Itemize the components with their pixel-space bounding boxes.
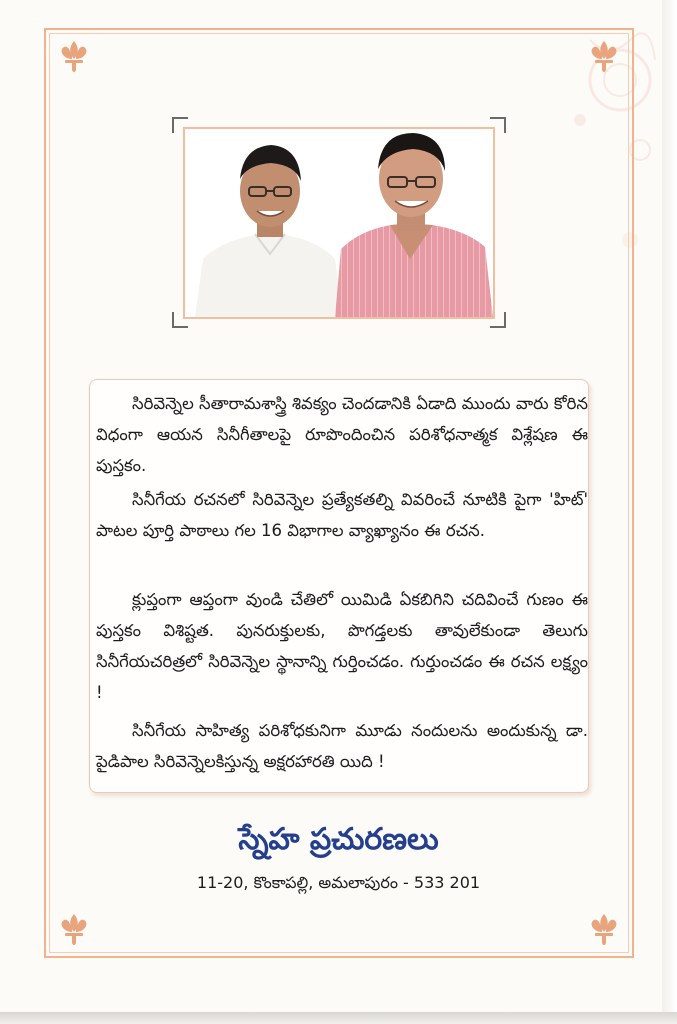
fleur-de-lis-icon <box>584 910 624 950</box>
fleur-de-lis-icon <box>584 37 624 77</box>
description-paragraph: సినీగేయ సాహిత్య పరిశోధకునిగా మూడు నందులను అందుకున్న డా. పైడిపాల సిరివెన్నెలకిస్తున్న అక్షరహారతి యిది ! <box>96 721 588 771</box>
page-edge-right <box>662 0 677 1024</box>
fleur-de-lis-icon <box>54 37 94 77</box>
publisher-address: 11-20, కొంకాపల్లి, అమలాపురం - 533 201 <box>196 873 481 892</box>
description-paragraph: సిరివెన్నెల సీతారామశాస్త్రి శివక్యం చెందడానికి ఏడాది ముందు వారు కోరిన విధంగా ఆయన సినీగీతాలపై రూపొందించిన పరిశోధనాత్మక విశ్లేషణ ఈ పుస్తకం. <box>96 394 588 475</box>
description-paragraph: క్లుప్తంగా ఆప్తంగా వుండి చేతిలో యిమిడి ఏకబిగిని చదివించే గుణం ఈ పుస్తకం విశిష్టత. పునరుక్తులకు, పొగడ్తలకు తావులేకుండా తెలుగు సినీగేయచరిత్రలో సిరివెన్నెల స్థానాన్ని గుర్తించడం. గుర్తుంచడం ఈ రచన లక్ష్యం ! <box>96 590 588 702</box>
description-paragraph: సినీగేయ రచనలో సిరివెన్నెల ప్రత్యేకతల్ని వివరించే నూటికి పైగా 'హిట్' పాటల పూర్తి పాఠాలు గల 16 విభాగాల వ్యాఖ్యానం ఈ రచన. <box>96 490 588 540</box>
page-edge-bottom <box>0 1012 677 1024</box>
author-portrait-photo <box>183 127 495 319</box>
publisher-name: స్నేహ ప్రచురణలు <box>238 822 439 857</box>
fleur-de-lis-icon <box>54 910 94 950</box>
